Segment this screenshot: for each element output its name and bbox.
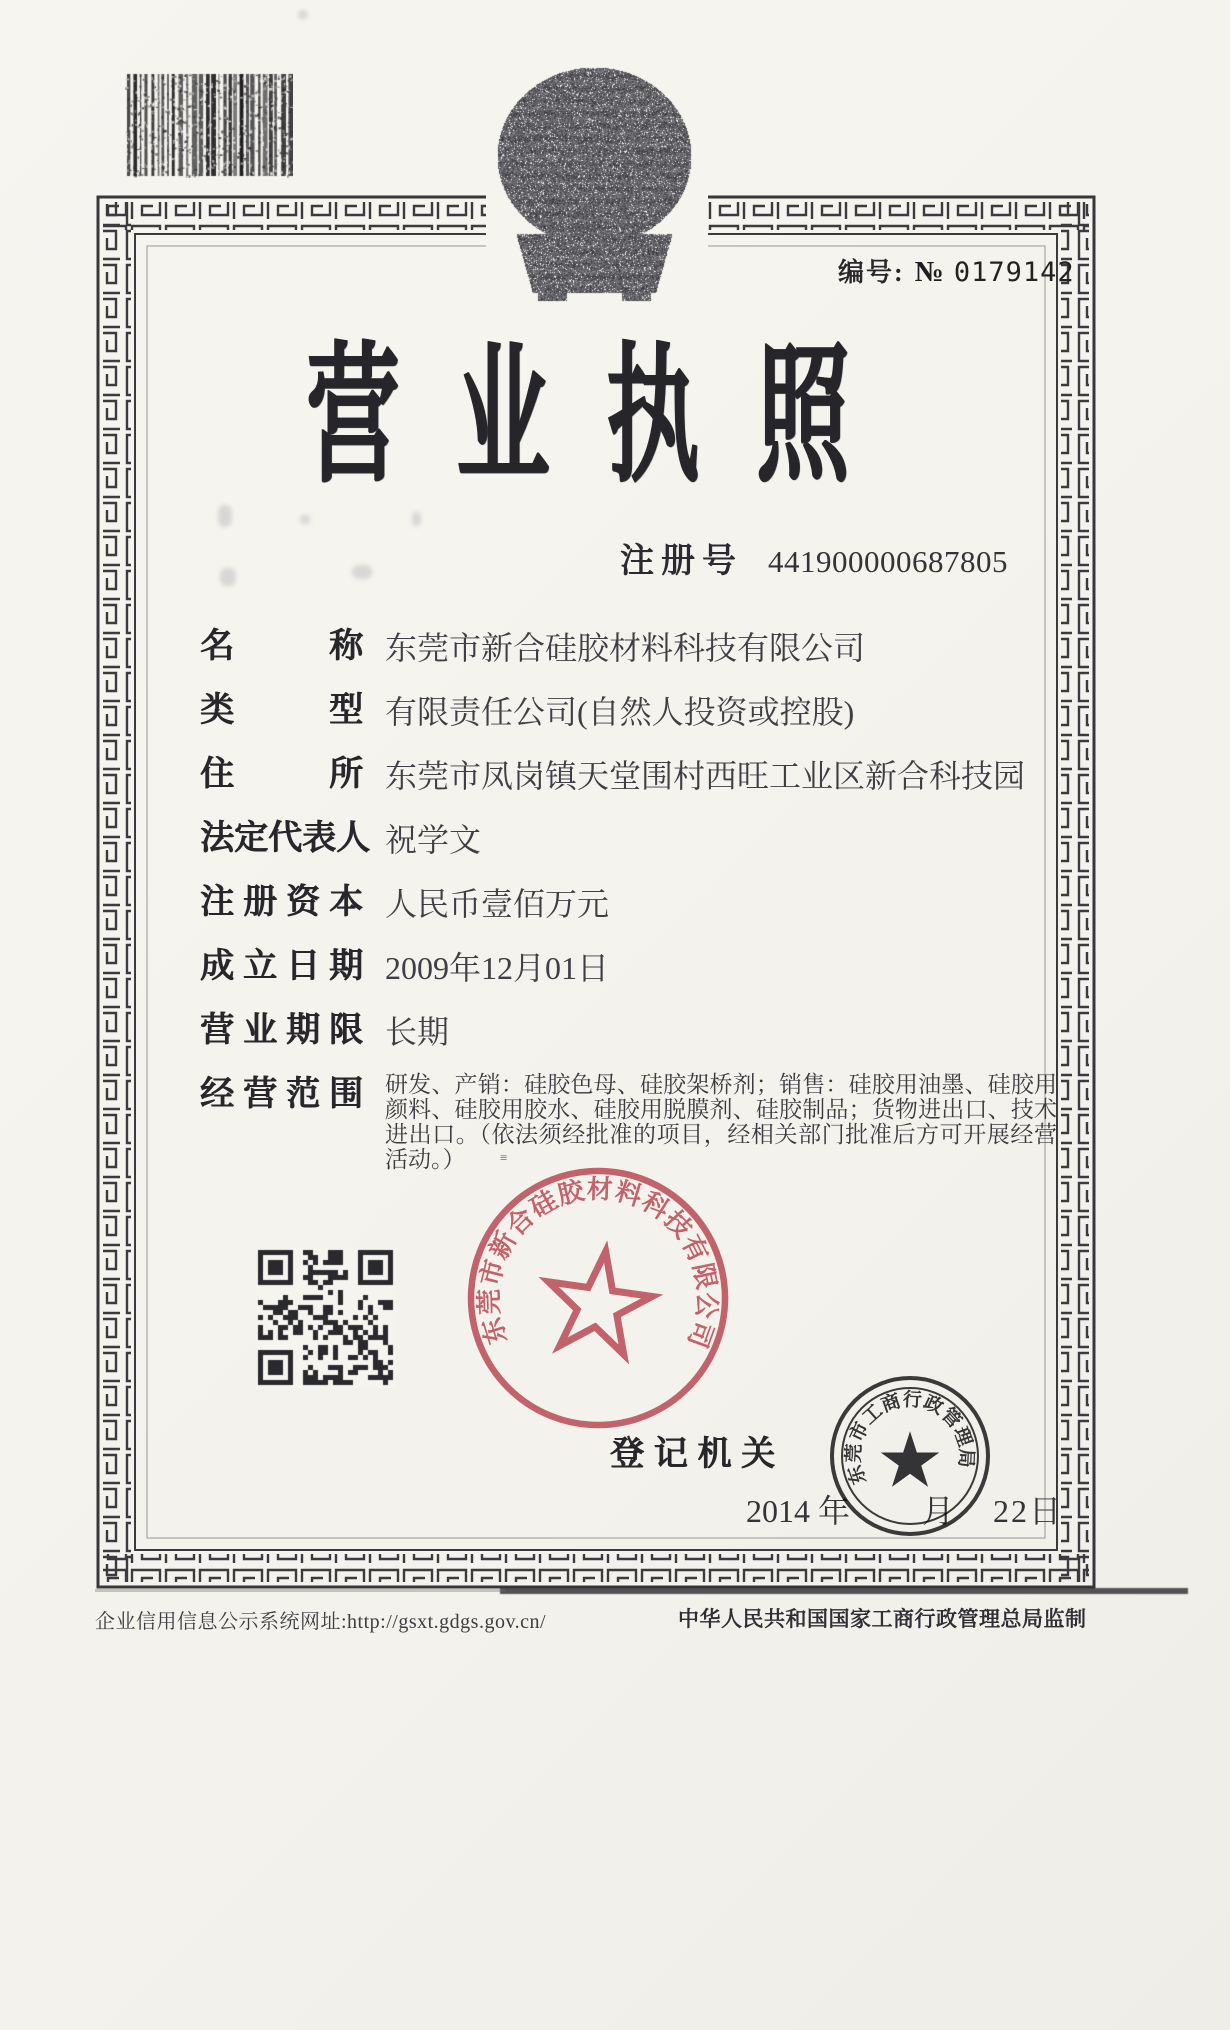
company-seal-star [540,1244,657,1357]
field-row-legal-representative [200,810,1080,874]
field-value: 长期 [385,1014,450,1050]
field-value: 人民币壹佰万元 [385,886,610,922]
field-label: 类 型 [200,692,363,729]
registration-label: 注 册 号 [620,543,736,580]
field-label: 名 称 [200,628,363,665]
registry-authority-label: 登 记 机 关 [610,1436,775,1473]
scan-smudge [220,568,236,586]
license-title: 营 业 执 照 [306,331,850,499]
field-value: 祝学文 [385,822,482,858]
field-row-registered-capital [200,874,1080,938]
issue-date-day: 22日 [993,1493,1064,1529]
national-emblem [496,66,696,302]
field-value: 研发、产销：硅胶色母、硅胶架桥剂；销售：硅胶用油墨、硅胶用颜料、硅胶用胶水、硅胶用脱膜剂、硅胶制品；货物进出口、技术进出口。（依法须经批准的项目，经相关部门批准后方可开展经营活动。） [385,1072,1057,1172]
field-row-type [200,682,1080,746]
scan-smudge [298,10,308,19]
field-label: 营 业 期 限 [200,1012,363,1049]
issue-date-month-unit: 月 [922,1493,955,1529]
field-value: 有限责任公司(自然人投资或控股) [385,694,855,730]
company-seal [462,1162,734,1434]
field-value: 东莞市凤岗镇天堂围村西旺工业区新合科技园 [385,758,1026,794]
scan-edge-line [500,1588,1188,1594]
serial-label: 编号: [838,258,905,287]
qr-code [256,1248,396,1388]
registration-line [620,533,1008,582]
field-label: 住 所 [200,756,363,793]
field-row-business-term [200,1002,1080,1066]
field-label: 注 册 资 本 [200,884,363,921]
field-label: 经 营 范 围 [200,1076,363,1113]
authority-seal [824,1370,996,1542]
field-row-business-scope [200,1066,1080,1172]
scan-smudge [352,565,372,579]
field-value: 东莞市新合硅胶材料科技有限公司 [385,630,866,666]
authority-seal-text: 东莞市工商行政管理局 [843,1389,977,1487]
scan-smudge [300,515,310,524]
scan-smudge [218,505,232,527]
footer-public-info-url: 企业信用信息公示系统网址:http://gsxt.gdgs.gov.cn/ [95,1611,547,1633]
registration-number: 441900000687805 [768,544,1008,579]
field-label: 法 定 代 表 人 [200,820,370,857]
barcode [125,72,293,178]
scan-smudge [412,512,421,526]
field-value: 2009年12月01日 [385,950,610,986]
field-row-establish-date [200,938,1080,1002]
scan-mark-equals: ≡ [500,1150,507,1165]
field-row-name [200,618,1080,682]
scan-edge-line [95,1589,505,1592]
serial-line [838,252,1075,289]
company-seal-text: 东莞市新合硅胶材料科技有限公司 [474,1174,722,1353]
serial-number: 0179142 [953,257,1075,288]
issue-date-year: 2014 年 [746,1493,851,1529]
footer-issuer-note: 中华人民共和国国家工商行政管理总局监制 [678,1607,1087,1631]
authority-seal-star [881,1431,940,1487]
field-label: 成 立 日 期 [200,948,363,985]
numero-sign: № [914,256,944,288]
field-row-address [200,746,1080,810]
